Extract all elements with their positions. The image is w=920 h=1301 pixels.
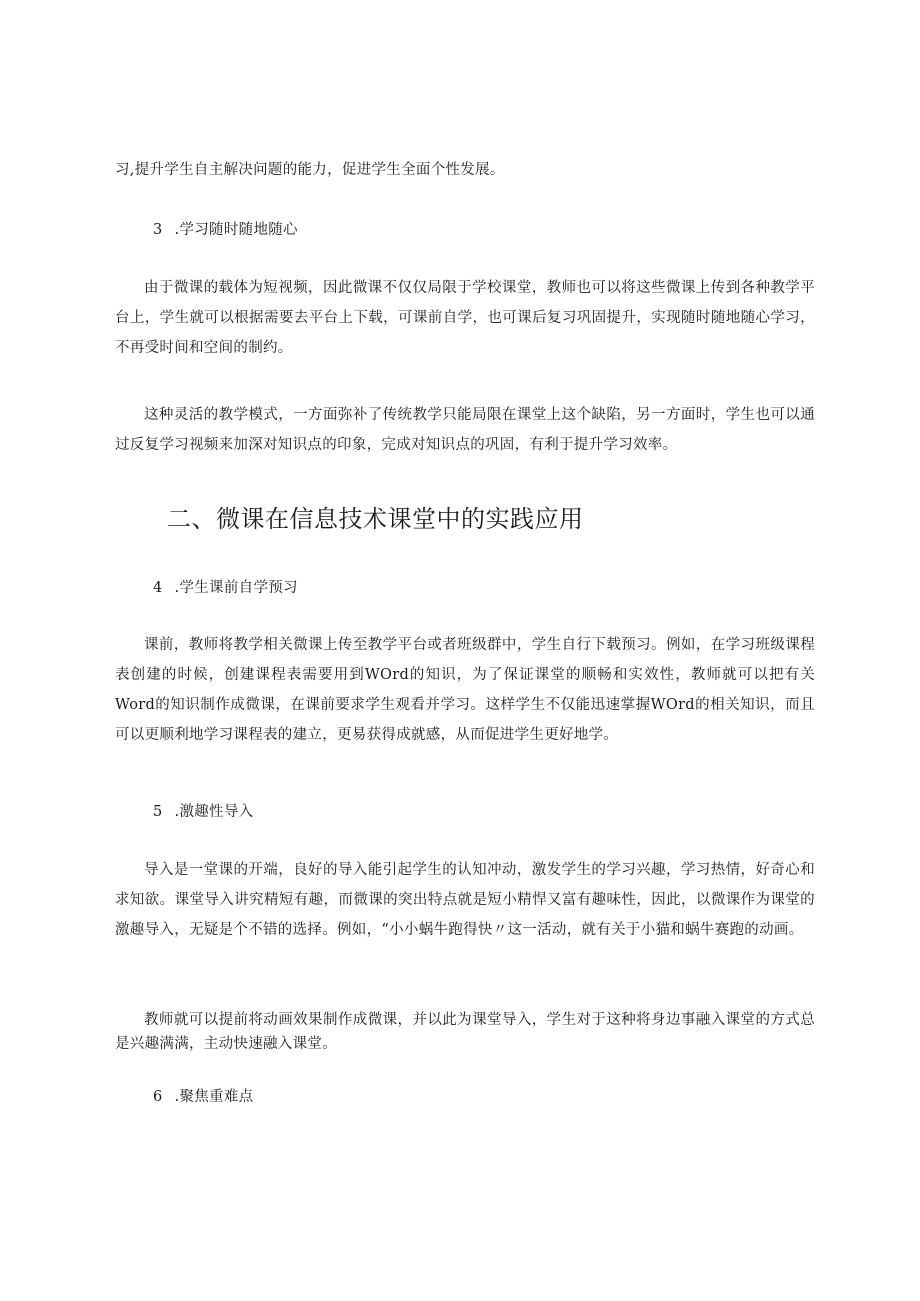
subheading-number: 5 xyxy=(153,804,163,820)
paragraph-lesson-introduction: 导入是一堂课的开端，良好的导入能引起学生的认知冲动，激发学生的学习兴趣，学习热情，好奇心和求知欲。课堂导入讲究精短有趣，而微课的突出特点就是短小精悍又富有趣味性，因此，以微课作为课堂的激趣导入，无疑是个不错的选择。例如，“小小蜗牛跑得快〃这一活动，就有关于小猫和蜗牛赛跑的动画。 xyxy=(115,862,815,938)
paragraph-short-video-carrier: 由于微课的载体为短视频，因此微课不仅仅局限于学校课堂，教师也可以将这些微课上传到各种教学平台上，学生就可以根据需要去平台上下载，可课前自学，也可课后复习巩固提升，实现随时随地随心学习，不再受时间和空间的制约。 xyxy=(115,280,815,356)
subheading-number: 6 xyxy=(153,1089,163,1105)
subheading-text: .聚焦重难点 xyxy=(174,1089,254,1105)
subheading-number: 3 xyxy=(153,222,163,238)
subheading-4 xyxy=(153,576,753,600)
subheading-5 xyxy=(153,800,753,824)
paragraph-pre-class-study: 课前，教师将教学相关微课上传至教学平台或者班级群中，学生自行下载预习。例如，在学习班级课程表创建的时候，创建课程表需要用到WOrd的知识，为了保证课堂的顺畅和实效性，教师就可以把有关Word的知识制作成微课，在课前要求学生观看并学习。这样学生不仅能迅速掌握WOrd的相关知识，而且可以更顺利地学习课程表的建立，更易获得成就感，从而促进学生更好地学。 xyxy=(115,637,815,743)
paragraph-continuation: 习,提升学生自主解决问题的能力，促进学生全面个性发展。 xyxy=(115,162,505,178)
subheading-text: .学习随时随地随心 xyxy=(174,222,298,238)
subheading-text: .学生课前自学预习 xyxy=(174,580,298,596)
subheading-text: .激趣性导入 xyxy=(174,804,254,820)
subheading-3 xyxy=(153,218,753,242)
paragraph-flexible-mode: 这种灵活的教学模式，一方面弥补了传统教学只能局限在课堂上这个缺陷，另一方面时，学生也可以通过反复学习视频来加深对知识点的印象，完成对知识点的巩固，有利于提升学习效率。 xyxy=(115,407,815,453)
paragraph-animation-microlesson: 教师就可以提前将动画效果制作成微课，并以此为课堂导入，学生对于这种将身边事融入课堂的方式总是兴趣满满，主动快速融入课堂。 xyxy=(115,1012,815,1052)
subheading-6 xyxy=(153,1085,753,1109)
subheading-number: 4 xyxy=(153,580,163,596)
section-heading: 二、微课在信息技术课堂中的实践应用 xyxy=(167,505,584,533)
